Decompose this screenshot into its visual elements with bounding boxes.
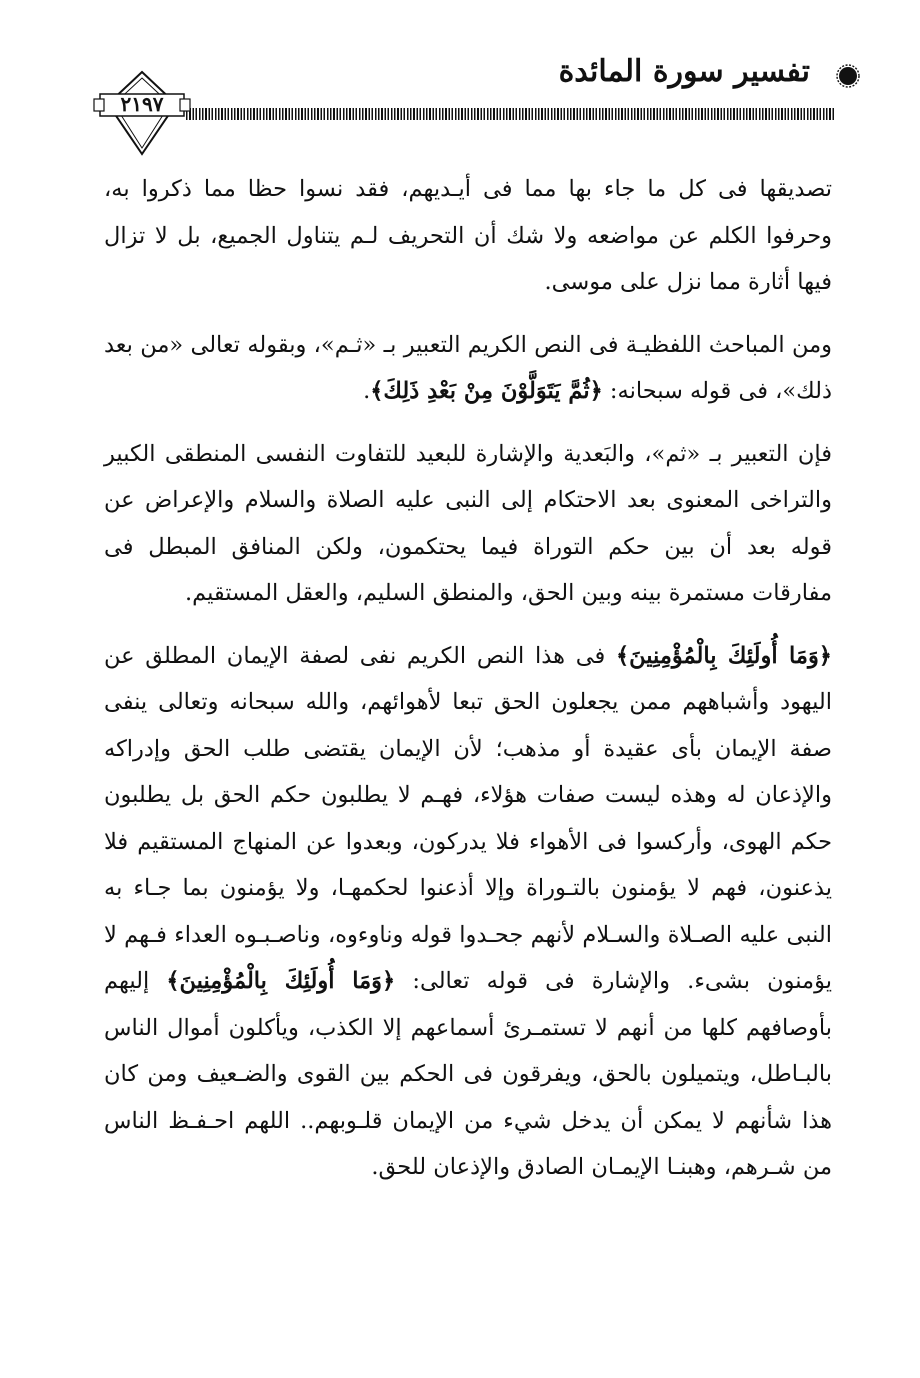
paragraph-2-text-before: ومن المباحث اللفظيـة فى النص الكريم التعبير بـ «ثـم»، وبقوله تعالى «من بعد ذلك»، فى قوله سبحانه: <box>104 331 832 404</box>
paragraph-4-text-1: فى هذا النص الكريم نفى لصفة الإيمان المطلق عن اليهود وأشباههم ممن يجعلون الحق تبعا لأهوائهم، والله سبحانه وتعالى ينفى صفة الإيمان بأى عقيدة أو مذهب؛ لأن الإيمان يقتضى طلب الحق وإدراكه والإذعان له وهذه ليست صفات هؤلاء، فهـم لا يطلبون حكم الحق بل يطلبون حكم الهوى، وأركسوا فى الأهواء فلا يدركون، وبعدوا عن المنهاج المستقيم فلا يذعنون، فهم لا يؤمنون بالتـوراة وإلا أذعنوا لحكمهـا، ولا يؤمنون بما جـاء به النبى عليه الصـلاة والسـلام لأنهم جحـدوا قوله وناوءوه، وناصـبـوه العداء فـهم لا يؤمنون بشىء. والإشارة فى قوله تعالى: <box>104 642 832 994</box>
quran-verse: ﴿وَمَا أُولَئِكَ بِالْمُؤْمِنِينَ﴾ <box>166 968 396 994</box>
paragraph-2 <box>104 322 832 415</box>
paragraph-4-text-2: إليهم بأوصافهم كلها من أنهم لا تستمـرئ أسماعهم إلا الكذب، ويأكلون أموال الناس بالبـاطل، ويتميلون بالحق، ويفرقون فى الحكم بين القوى والضـعيف ومن كان هذا شأنهم لا يمكن أن يدخل شيء من الإيمان قلـوبهم.. اللهم احـفـظ الناس من شـرهم، وهبنـا الإيمـان الصادق والإذعان للحق. <box>104 968 832 1180</box>
page-header <box>0 0 920 160</box>
paragraph-4 <box>104 633 832 1191</box>
paragraph-1: تصديقها فى كل ما جاء بها مما فى أيـديهم، فقد نسوا حظا مما ذكروا به، وحرفوا الكلم عن مواضعه ولا شك أن التحريف لـم يتناول الجميع، بل لا تزال فيها أثارة مما نزل على موسى. <box>104 176 832 295</box>
page-number: ٢١٩٧ <box>120 92 164 116</box>
running-title: تفسير سورة المائدة <box>558 54 810 89</box>
quran-verse: ﴿ثُمَّ يَتَوَلَّوْنَ مِنْ بَعْدِ ذَلِكَ﴾ <box>370 378 603 404</box>
header-rule <box>186 108 834 120</box>
page-body <box>104 166 832 1191</box>
circular-ornament-icon <box>834 64 862 88</box>
quran-verse: ﴿وَمَا أُولَئِكَ بِالْمُؤْمِنِينَ﴾ <box>615 642 832 669</box>
paragraph-2-text-after: . <box>363 378 371 404</box>
paragraph-3: فإن التعبير بـ «ثم»، والبَعدية والإشارة للبعيد للتفاوت النفسى المنطقى الكبير والتراخى المعنوى بعد الاحتكام إلى النبى عليه الصلاة والسلام والإعراض عن قوله بعد أن بين حكم التوراة فيما يحتكمون، ولكن المنافق المبطل فى مفارقات مستمرة بينه وبين الحق، والمنطق السليم، والعقل المستقيم. <box>104 440 832 606</box>
